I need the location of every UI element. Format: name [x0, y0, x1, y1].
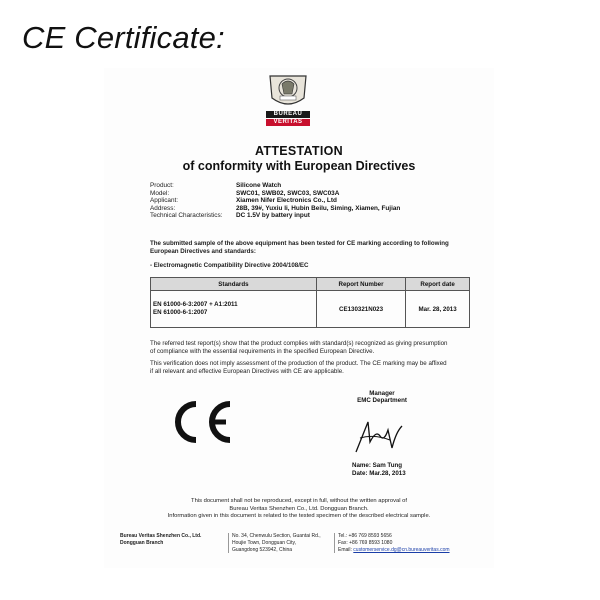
signer-info	[352, 462, 406, 477]
bv-logo-line2: VERITAS	[266, 119, 310, 126]
footer-email-row	[338, 547, 450, 554]
field-row	[150, 205, 400, 213]
footer-fax: Fax: +86 769 8593 1080	[338, 539, 393, 546]
field-label: Model:	[150, 189, 170, 197]
standard-1: EN 61000-6-3:2007 + A1:2011	[153, 301, 238, 309]
header-standards: Standards	[151, 278, 317, 291]
footer-tel: Tel.: +86 769 8593 5656	[338, 533, 392, 539]
signer-date: Date: Mar.28, 2013	[352, 469, 406, 477]
field-value: SWC01, SWB02, SWC03, SWC03A	[236, 189, 340, 197]
report-date-cell: Mar. 28, 2013	[406, 291, 470, 328]
manager-title	[352, 390, 412, 405]
bv-logo-line1: BUREAU	[266, 111, 310, 118]
disclaimer	[104, 498, 494, 521]
product-fields	[150, 182, 400, 220]
table-row	[151, 291, 470, 328]
field-row	[150, 212, 400, 220]
field-label: Address:	[150, 204, 176, 212]
report-number-cell: CE130321N023	[316, 291, 405, 328]
signer-name: Name: Sam Tung	[352, 462, 403, 469]
verification-statement: This verification does not imply assessment of the production of the product. The CE marking may be affixed if all relevant and effective European Directives with CE are applicable.	[150, 360, 447, 375]
footer-address-line2: Houjie Town, Dongguan City,	[232, 539, 297, 546]
footer-address	[228, 533, 321, 553]
footer-company-line2: Dongguan Branch	[120, 539, 164, 546]
disclaimer-line2: Bureau Veritas Shenzhen Co., Ltd. Dongguan Branch.	[229, 505, 369, 512]
compliance-statement: The referred test report(s) show that the product complies with standard(s) recognized as giving presumption of compliance with the essential requirements in the specified European Directive.	[150, 340, 448, 355]
field-row	[150, 182, 400, 190]
field-label: Product:	[150, 182, 174, 189]
bureau-veritas-logo	[264, 72, 312, 126]
disclaimer-line1: This document shall not be reproduced, except in full, without the written approval of	[191, 498, 407, 504]
field-value: 28B, 39#, Yuxiu li, Hubin Beilu, Siming, Xiamen, Fujian	[236, 204, 401, 212]
field-row	[150, 190, 400, 198]
bv-seal-icon	[264, 72, 312, 110]
manager-line2: EMC Department	[357, 397, 407, 405]
standards-table	[150, 277, 470, 328]
field-value: DC 1.5V by battery input	[236, 212, 310, 220]
header-report-date: Report date	[406, 278, 470, 291]
footer-email-link[interactable]: customerservice.dg@cn.bureauveritas.com	[353, 546, 450, 553]
header-report-number: Report Number	[316, 278, 405, 291]
certificate-document	[104, 68, 494, 568]
field-label: Applicant:	[150, 197, 179, 205]
disclaimer-line3: Information given in this document is related to the tested specimen of the described electrical sample.	[167, 513, 431, 520]
manager-line1: Manager	[369, 390, 395, 397]
standards-cell	[151, 291, 317, 328]
field-row	[150, 197, 400, 205]
footer-contact	[334, 533, 450, 553]
document-subtitle: of conformity with European Directives	[182, 159, 416, 173]
standard-2: EN 61000-6-1:2007	[153, 309, 208, 316]
footer-company-line1: Bureau Veritas Shenzhen Co., Ltd.	[120, 533, 202, 539]
signature-icon	[350, 412, 406, 456]
field-label: Technical Characteristics:	[150, 212, 223, 220]
test-statement: The submitted sample of the above equipment has been tested for CE marking according to following European Directives and standards:	[150, 240, 449, 255]
footer-email-label: Email:	[338, 546, 352, 553]
footer-address-line3: Guangdong 523942, China	[232, 546, 293, 553]
directive-line: - Electromagnetic Compatibility Directive 2004/108/EC	[150, 262, 309, 269]
page-heading: CE Certificate:	[22, 20, 225, 55]
field-value: Xiamen Nifer Electronics Co., Ltd	[236, 197, 337, 205]
footer-company	[120, 533, 201, 547]
field-value: Silicone Watch	[236, 182, 282, 189]
document-title: ATTESTATION	[254, 144, 343, 158]
footer-address-line1: No. 34, Chenwulu Section, Guantai Rd.,	[232, 533, 321, 539]
ce-mark-icon	[170, 398, 236, 446]
